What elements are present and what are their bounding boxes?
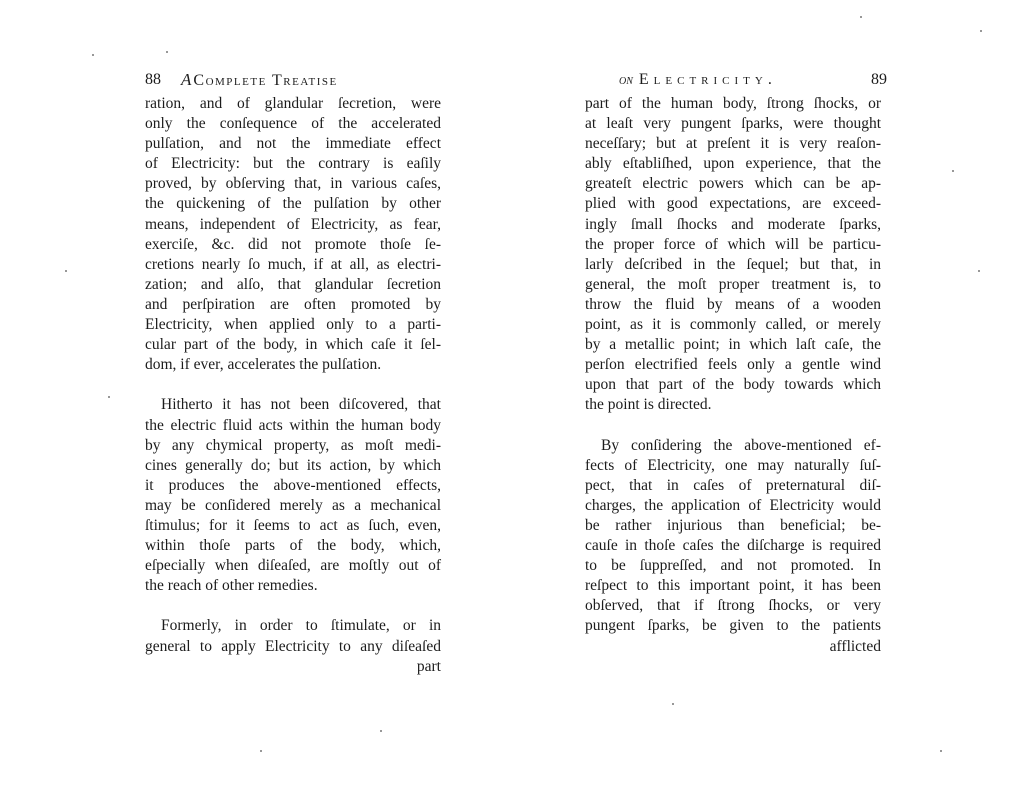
running-head-title <box>619 68 777 93</box>
scan-speck <box>92 54 94 56</box>
text-line: reſpect to this important point, it has been <box>585 577 881 595</box>
running-head-title <box>181 68 338 93</box>
text-line: pect, that in caſes of preternatural diſ- <box>585 476 881 494</box>
text-line: to be ſuppreſſed, and not promoted. In <box>585 557 881 575</box>
text-line: proved, by obſerving that, in various caſes, <box>145 175 441 193</box>
running-head-left <box>145 68 445 92</box>
text-line: greateſt electric powers which can be ap- <box>585 175 881 193</box>
text-line: by a metallic point; in which laſt caſe, the <box>585 336 881 354</box>
paragraph-gap <box>585 416 881 436</box>
text-line: cretions nearly ſo much, if at all, as electri- <box>145 255 441 273</box>
text-line: the reach of other remedies. <box>145 577 318 595</box>
scan-speck <box>166 51 168 53</box>
paragraph <box>585 94 881 416</box>
text-line: means, independent of Electricity, as fear, <box>145 215 441 233</box>
text-line: and perſpiration are often promoted by <box>145 295 441 313</box>
scan-speck <box>980 30 982 32</box>
paragraph-gap <box>145 375 441 395</box>
text-line: upon that part of the body towards which <box>585 376 881 394</box>
text-line: pungent ſparks, be given to the patients <box>585 617 881 635</box>
text-line: ſtimulus; for it ſeems to act as ſuch, even, <box>145 516 441 534</box>
scan-speck <box>260 750 262 752</box>
paragraph-gap <box>145 596 441 616</box>
text-line: the proper force of which will be particu- <box>585 235 881 253</box>
text-line: ingly ſmall ſhocks and moderate ſparks, <box>585 215 881 233</box>
text-line: by any chymical property, as moſt medi- <box>145 436 441 454</box>
text-line: cauſe in thoſe caſes the diſcharge is required <box>585 537 881 555</box>
text-line: ably eſtabliſhed, upon experience, that the <box>585 155 881 173</box>
text-line: pulſation, and not the immediate effect <box>145 135 441 153</box>
text-line: Electricity, when applied only to a parti- <box>145 316 441 334</box>
scan-speck <box>672 703 674 705</box>
catchword: afflicted <box>829 637 881 655</box>
running-head-prefix: A <box>181 70 192 89</box>
running-head-text: Electricity. <box>638 71 777 88</box>
text-line: the electric fluid acts within the human body <box>145 416 441 434</box>
scan-speck <box>380 730 382 732</box>
paragraph <box>145 94 441 375</box>
text-line: may be conſidered merely as a mechanical <box>145 496 441 514</box>
text-line: perſon electrified feels only a gentle wind <box>585 356 881 374</box>
text-line: Hitherto it has not been diſcovered, that <box>161 396 441 414</box>
page-body-text <box>585 94 881 657</box>
text-line: be rather injurious than beneficial; be- <box>585 516 881 534</box>
scan-speck <box>952 170 954 172</box>
text-line: larly deſcribed in the ſequel; but that, in <box>585 255 881 273</box>
paragraph <box>145 395 441 596</box>
text-line: ration, and of glandular ſecretion, were <box>145 95 441 112</box>
scan-speck <box>860 16 862 18</box>
text-line: it produces the above-mentioned effects, <box>145 476 441 494</box>
text-line: only the conſequence of the accelerated <box>145 115 441 133</box>
text-line: By conſidering the above-mentioned ef- <box>601 436 881 454</box>
text-line: point, as it is commonly called, or merely <box>585 316 881 334</box>
text-line: plied with good expectations, are exceed- <box>585 195 881 213</box>
text-line: of Electricity: but the contrary is eaſily <box>145 155 441 173</box>
running-head-right <box>585 68 885 92</box>
text-line: general to apply Electricity to any diſeaſed <box>145 637 441 655</box>
text-line: zation; and alſo, that glandular ſecretion <box>145 275 441 293</box>
text-line: cines generally do; but its action, by which <box>145 456 441 474</box>
text-line: eſpecially when diſeaſed, are moſtly out of <box>145 557 441 575</box>
running-head-prefix: on <box>619 73 633 88</box>
scan-speck <box>108 396 110 398</box>
scan-speck <box>940 750 942 752</box>
text-line: cular part of the body, in which caſe it ſel- <box>145 336 441 354</box>
paragraph <box>585 436 881 637</box>
text-line: Formerly, in order to ſtimulate, or in <box>161 617 441 635</box>
paragraph <box>145 616 441 656</box>
text-line: at leaſt very pungent ſparks, were thought <box>585 115 881 133</box>
scan-speck <box>65 270 67 272</box>
page-number: 89 <box>871 71 887 88</box>
page-body-text <box>145 94 441 677</box>
text-line: exerciſe, &c. did not promote thoſe ſe- <box>145 235 441 253</box>
page-number: 88 <box>145 71 161 88</box>
running-head-text: Complete Treatise <box>193 72 338 89</box>
text-line: fects of Electricity, one may naturally ſuſ- <box>585 456 881 474</box>
text-line: dom, if ever, accelerates the pulſation. <box>145 356 382 374</box>
text-line: neceſſary; but at preſent it is very reaſon- <box>585 135 881 153</box>
text-line: throw the fluid by means of a wooden <box>585 295 881 313</box>
text-line: part of the human body, ſtrong ſhocks, or <box>585 95 881 112</box>
catchword: part <box>416 657 441 675</box>
text-line: obſerved, that if ſtrong ſhocks, or very <box>585 597 881 615</box>
text-line: the quickening of the pulſation by other <box>145 195 441 213</box>
text-line: the point is directed. <box>585 396 712 414</box>
text-line: charges, the application of Electricity would <box>585 496 881 514</box>
text-line: within thoſe parts of the body, which, <box>145 537 441 555</box>
scan-speck <box>978 270 980 272</box>
text-line: general, the moſt proper treatment is, to <box>585 275 881 293</box>
